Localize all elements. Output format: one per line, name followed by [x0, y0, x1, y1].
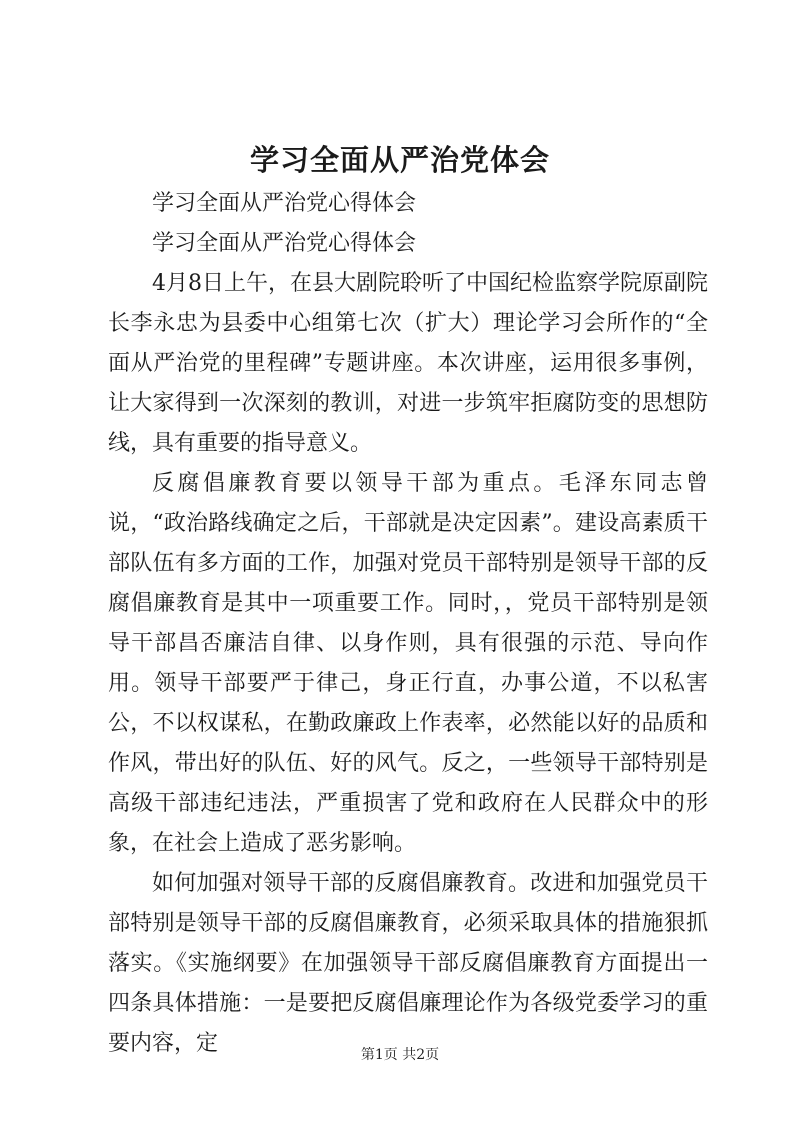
body-paragraph: 4月8日上午，在县大剧院聆听了中国纪检监察学院原副院长李永忠为县委中心组第七次（扩大）理论学习会所作的“全面从严治党的里程碑”专题讲座。本次讲座，运用很多事例，让大家得到一次深刻的教训，对进一步筑牢拒腐防变的思想防线，具有重要的指导意义。: [108, 271, 708, 456]
subtitle-paragraph: 学习全面从严治党心得体会: [152, 231, 417, 256]
document-body: [108, 184, 708, 1064]
body-paragraph: 如何加强对领导干部的反腐倡廉教育。改进和加强党员干部特别是领导干部的反腐倡廉教育，必须采取具体的措施狠抓落实。《实施纲要》在加强领导干部反腐倡廉教育方面提出一四条具体措施：一是要把反腐倡廉理论作为各级党委学习的重要内容，定: [108, 871, 708, 1056]
body-paragraph: 反腐倡廉教育要以领导干部为重点。毛泽东同志曾说，“政治路线确定之后，干部就是决定因素”。建设高素质干部队伍有多方面的工作，加强对党员干部特别是领导干部的反腐倡廉教育是其中一项重要工作。同时，，党员干部特别是领导干部昌否廉洁自律、以身作则，具有很强的示范、导向作用。领导干部要严于律己，身正行直，办事公道，不以私害公，不以权谋私，在勤政廉政上作表率，必然能以好的品质和作风，带出好的队伍、好的风气。反之，一些领导干部特别是高级干部违纪违法，严重损害了党和政府在人民群众中的形象，在社会上造成了恶劣影响。: [108, 471, 708, 856]
page-title: 学习全面从严治党体会: [249, 143, 550, 177]
page-number-footer: 第1页 共2页: [360, 1047, 440, 1063]
subtitle-paragraph: 学习全面从严治党心得体会: [152, 191, 417, 216]
